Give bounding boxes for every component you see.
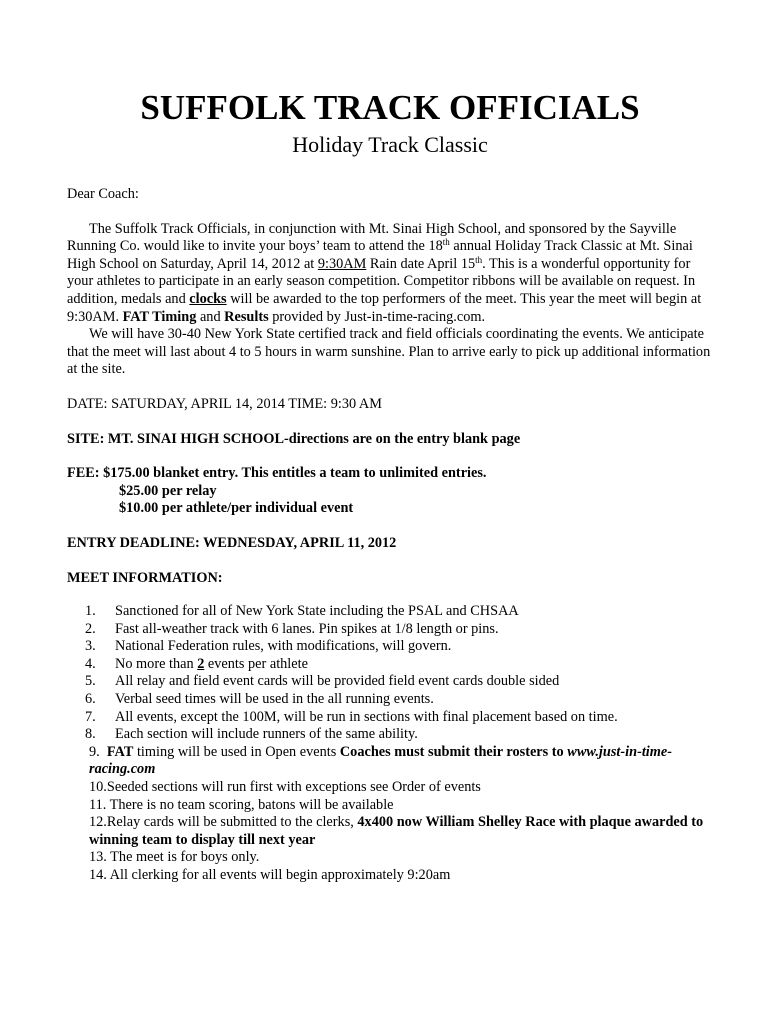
page-title: SUFFOLK TRACK OFFICIALS <box>140 88 640 127</box>
item-text: events per athlete <box>204 655 308 672</box>
letter-body <box>67 186 717 885</box>
meet-info-list <box>67 603 717 885</box>
meet-info-heading: MEET INFORMATION: <box>67 569 223 586</box>
fat-emphasis: FAT <box>106 743 134 760</box>
item-number: 8. <box>85 726 96 743</box>
site-line: SITE: MT. SINAI HIGH SCHOOL-directions are on the entry blank page <box>67 430 521 447</box>
item-number: 2. <box>85 620 96 637</box>
intro-text: and <box>196 308 225 325</box>
list-item <box>67 691 717 709</box>
item-text: Each section will include runners of the same ability. <box>115 726 418 743</box>
intro-text: . This is a wonderful opportunity for your athletes to participate in an early season competition. Competitor ribbons will be available on request. In addition, medals and <box>67 255 696 307</box>
list-item: 11. There is no team scoring, batons will be available <box>89 796 394 813</box>
list-item <box>67 709 717 727</box>
fee-line: FEE: $175.00 blanket entry. This entitles a team to unlimited entries. <box>67 465 487 482</box>
start-time: 9:30AM <box>317 255 367 272</box>
intro-text: The Suffolk Track Officials, in conjunction with Mt. Sinai High School, and sponsored by the Sayville Running Co. would like to invite your boys’ team to attend the 18 <box>67 220 677 255</box>
ordinal-suffix: th <box>442 237 450 248</box>
ordinal-suffix: th <box>475 254 483 265</box>
item-number: 4. <box>85 655 96 672</box>
item-text: timing will be used in Open events <box>133 743 340 760</box>
fat-timing-emphasis: FAT Timing <box>122 308 197 325</box>
roster-website: www.just-in-time-racing.com <box>89 743 673 778</box>
intro-text: provided by Just-in-time-racing.com. <box>268 308 486 325</box>
item-number: 6. <box>85 691 96 708</box>
intro-paragraph <box>67 221 717 327</box>
item-text: Fast all-weather track with 6 lanes. Pin spikes at 1/8 length or pins. <box>115 620 499 637</box>
event-limit: 2 <box>197 655 205 672</box>
item-number: 1. <box>85 603 96 620</box>
greeting: Dear Coach: <box>67 186 139 202</box>
item-text: National Federation rules, with modifications, will govern. <box>115 638 452 655</box>
list-item <box>67 726 717 744</box>
intro-text: Rain date April 15 <box>366 255 476 272</box>
clocks-emphasis: clocks <box>189 290 227 307</box>
fee-relay: $25.00 per relay <box>119 482 217 499</box>
item-text: All events, except the 100M, will be run in sections with final placement based on time. <box>115 708 618 725</box>
date-line: DATE: SATURDAY, APRIL 14, 2014 TIME: 9:30 AM <box>67 395 382 412</box>
roster-instruction: Coaches must submit their rosters to <box>339 743 568 760</box>
list-item: 13. The meet is for boys only. <box>89 849 260 866</box>
list-item <box>67 638 717 656</box>
list-item: 10.Seeded sections will run first with exceptions see Order of events <box>89 779 481 796</box>
item-number: 5. <box>85 673 96 690</box>
item-number: 9. <box>89 743 100 760</box>
results-emphasis: Results <box>224 308 269 325</box>
item-text: 12.Relay cards will be submitted to the clerks, <box>89 814 358 831</box>
item-text: No more than <box>115 655 198 672</box>
intro-text: annual Holiday Track Classic at Mt. Sinai High School on Saturday, April 14, 2012 at <box>67 238 693 272</box>
item-text: Verbal seed times will be used in the all running events. <box>115 691 434 708</box>
list-item <box>67 603 717 621</box>
list-item <box>67 621 717 639</box>
list-item <box>67 744 717 779</box>
item-number: 3. <box>85 638 96 655</box>
officials-paragraph: We will have 30-40 New York State certified track and field officials coordinating the events. We anticipate that the meet will last about 4 to 5 hours in warm sunshine. Plan to arrive early to pick up additional information at the site. <box>67 326 711 378</box>
list-item <box>67 814 717 849</box>
item-number: 7. <box>85 708 96 725</box>
intro-text: will be awarded to the top performers of the meet. This year the meet will begin at 9:30AM. <box>67 290 702 325</box>
fee-athlete: $10.00 per athlete/per individual event <box>119 500 354 517</box>
list-item <box>67 656 717 674</box>
relay-race-note: 4x400 now William Shelley Race with plaque awarded to winning team to display till next year <box>89 814 704 848</box>
item-text: All relay and field event cards will be provided field event cards double sided <box>115 673 560 690</box>
entry-deadline: ENTRY DEADLINE: WEDNESDAY, APRIL 11, 2012 <box>67 534 397 551</box>
list-item: 14. All clerking for all events will begin approximately 9:20am <box>89 867 451 883</box>
page-subtitle: Holiday Track Classic <box>292 132 488 157</box>
list-item <box>67 673 717 691</box>
item-text: Sanctioned for all of New York State including the PSAL and CHSAA <box>115 603 519 620</box>
